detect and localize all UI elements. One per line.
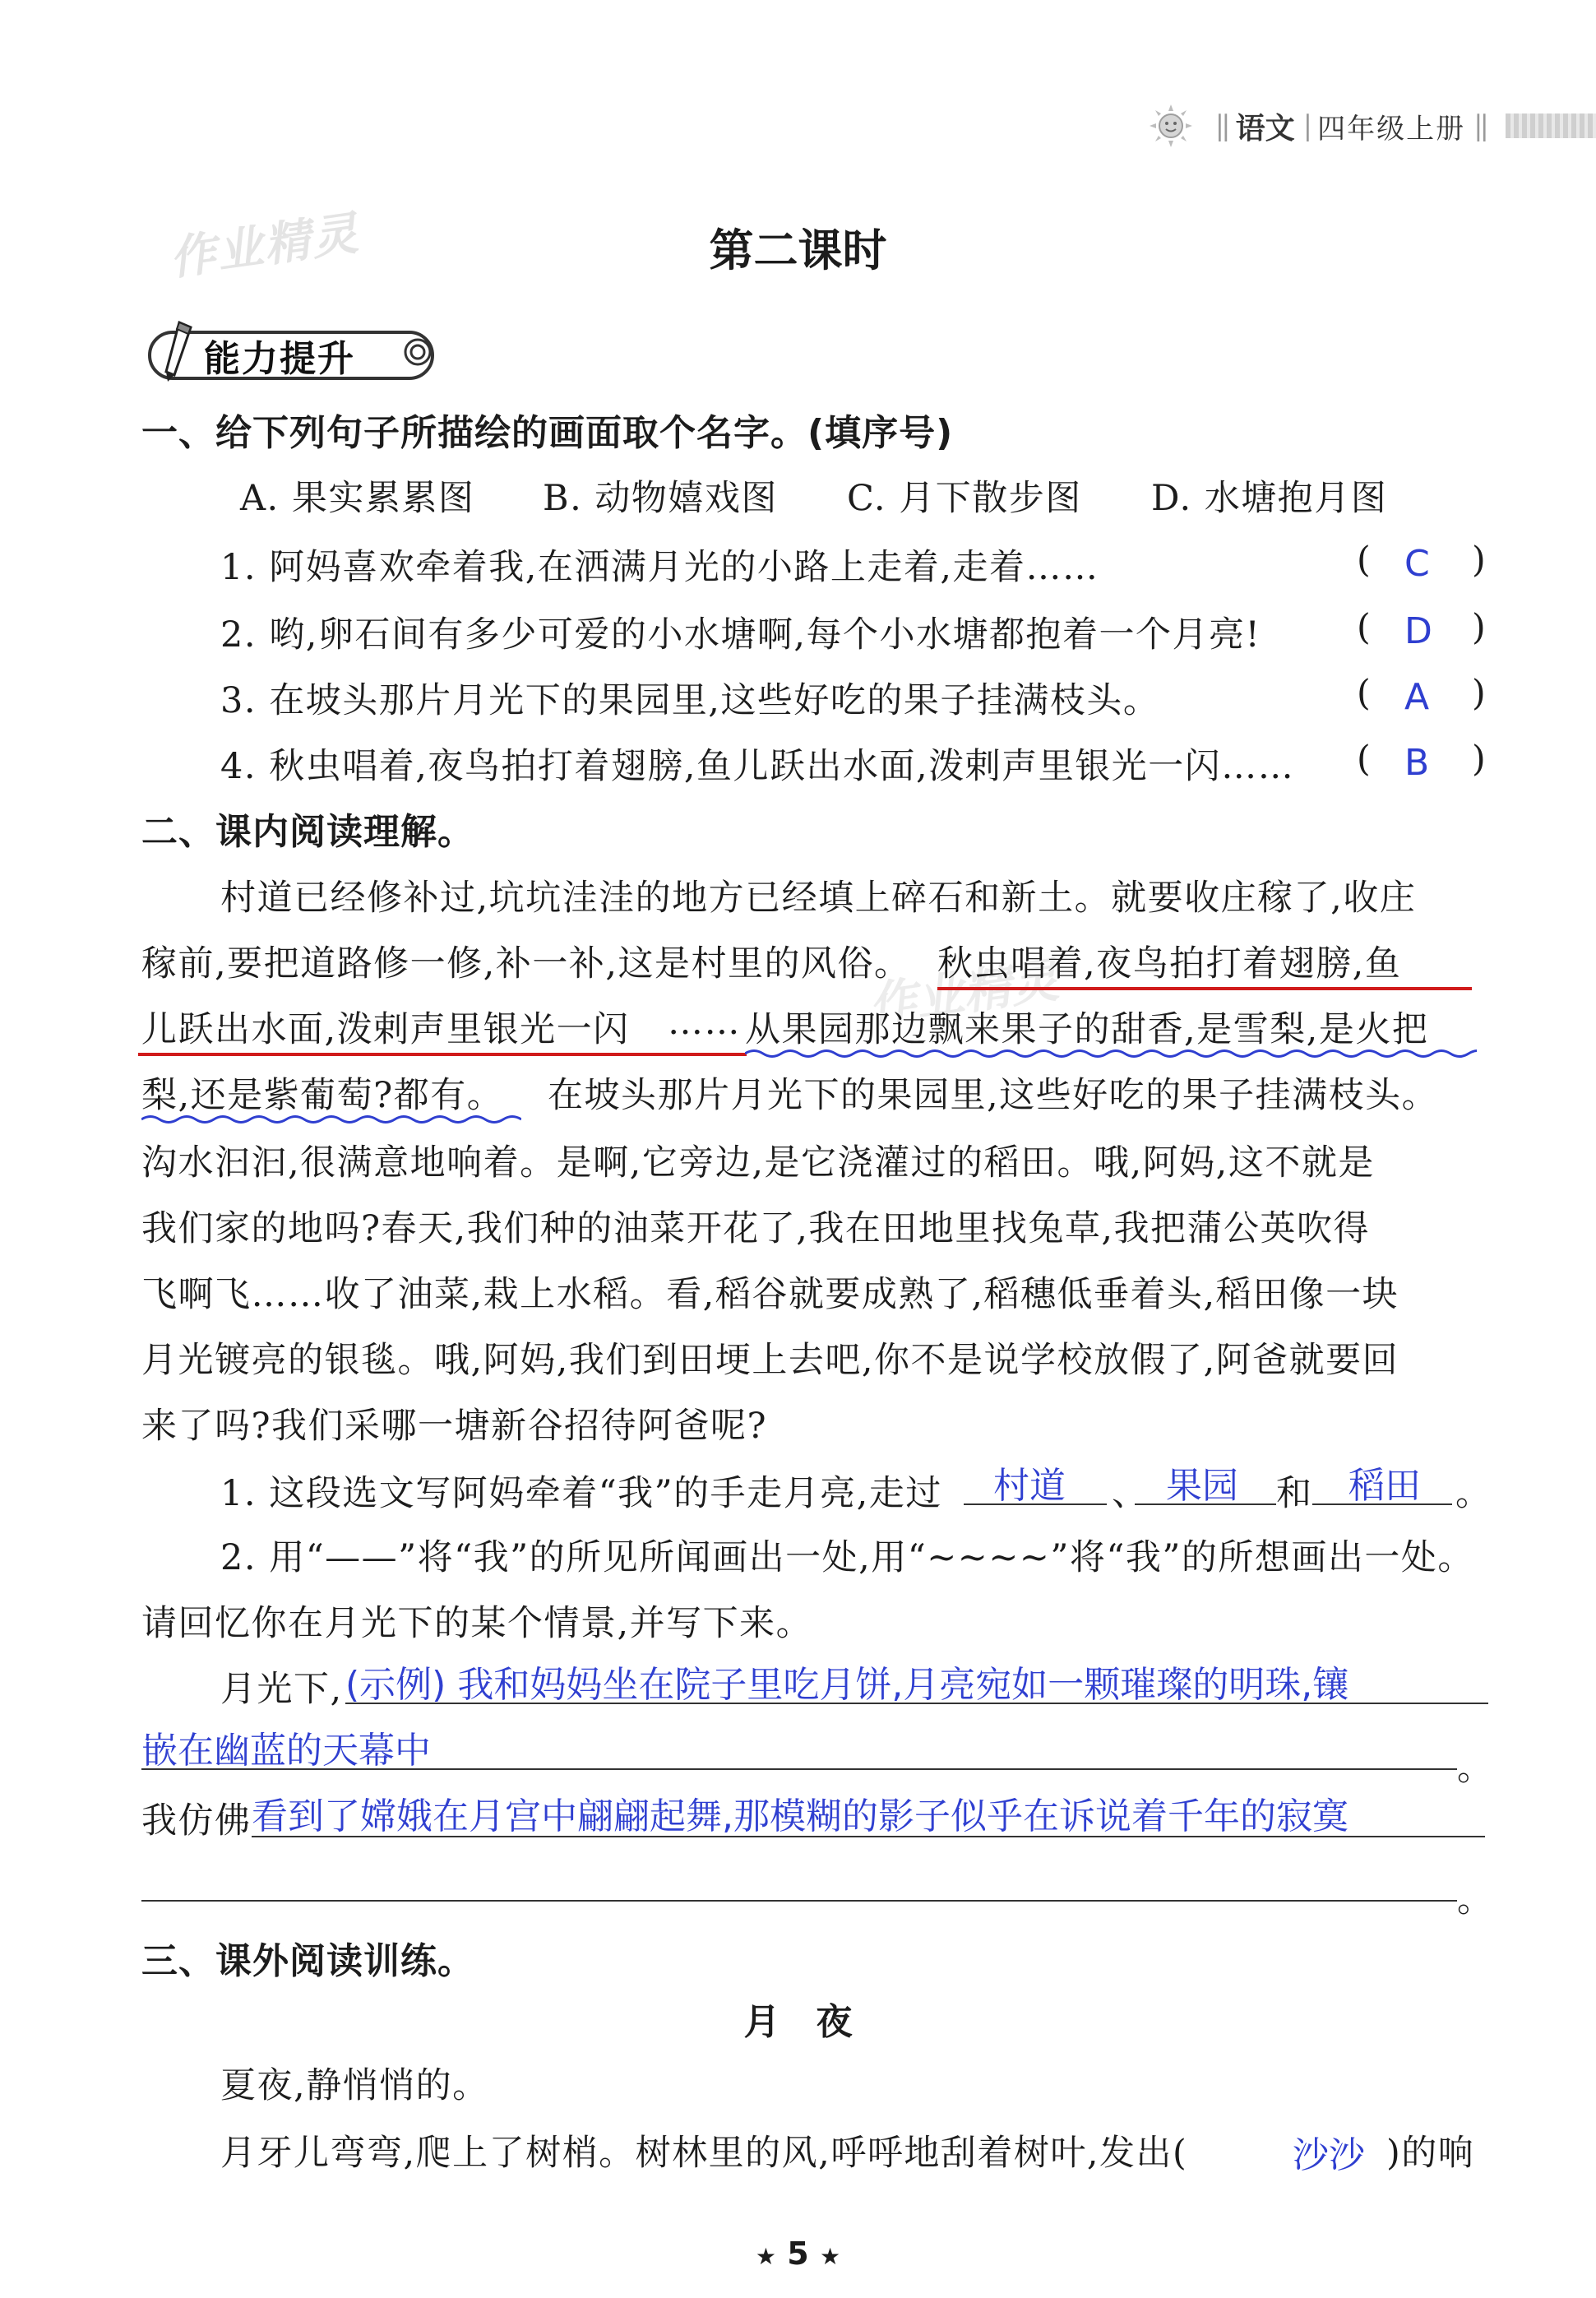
header-decoration: [1506, 114, 1596, 138]
divider: ||: [1214, 109, 1228, 142]
story-paragraph: 月牙儿弯弯,爬上了树梢。树林里的风,呼呼地刮着树叶,发出(: [220, 2133, 1188, 2174]
section-badge: [140, 319, 436, 382]
answer-village-road: 村道: [993, 1465, 1066, 1507]
question-1-2: 2. 哟,卵石间有多少可爱的小水塘啊,每个小水塘都抱着一个月亮!: [220, 614, 1261, 656]
answer-rustle: 沙沙: [1293, 2134, 1365, 2176]
option-a: A. 果实累累图: [240, 478, 475, 519]
paren-open: (: [1357, 673, 1371, 714]
section-1-title: 一、给下列句子所描绘的画面取个名字。(填序号): [141, 412, 954, 454]
passage-line: 月光镀亮的银毯。哦,阿妈,我们到田埂上去吧,你不是说学校放假了,阿爸就要回: [141, 1340, 1399, 1381]
header-grade: 四年级上册: [1317, 112, 1466, 146]
passage-line: ……: [668, 1002, 741, 1043]
ring-icon: [403, 337, 433, 367]
answer-blank: [345, 1703, 1488, 1704]
sun-icon: [1148, 103, 1194, 149]
wavy-underline: [745, 1048, 1477, 1059]
divider: |: [1302, 109, 1310, 142]
paren-open: (: [1357, 607, 1371, 648]
watermark: 作业精灵: [166, 206, 363, 286]
passage-line: 我们家的地吗?春天,我们种的油菜开花了,我在田地里找兔草,我把蒲公英吹得: [141, 1208, 1371, 1249]
paren-open: (: [1357, 540, 1371, 581]
question-2-2-cont: 请回忆你在月光下的某个情景,并写下来。: [141, 1603, 813, 1644]
passage-line: 在坡头那片月光下的果园里,这些好吃的果子挂满枝头。: [548, 1075, 1439, 1116]
wavy-underline: [141, 1114, 521, 1125]
star-icon: ★: [819, 2243, 841, 2270]
period: 。: [1457, 1748, 1494, 1789]
section-3-title: 三、课外阅读训练。: [141, 1940, 474, 1982]
period: 。: [1457, 1879, 1494, 1920]
answer-blank: [964, 1503, 1107, 1505]
paren-open: (: [1357, 739, 1371, 780]
answer-blank: [1135, 1503, 1276, 1505]
divider: ||: [1473, 109, 1486, 142]
story-paragraph: 夏夜,静悄悄的。: [220, 2065, 489, 2106]
paren-close: ): [1472, 739, 1486, 780]
page-header: [1148, 97, 1596, 155]
answer-1-3: A: [1404, 676, 1430, 718]
answer-blank: [252, 1836, 1485, 1837]
option-d: D. 水塘抱月图: [1151, 478, 1388, 519]
writing-prefix: 我仿佛: [141, 1800, 252, 1842]
watermark: 作业精灵: [865, 952, 1062, 1034]
paren-close: ): [1472, 607, 1486, 648]
separator: 、: [1112, 1473, 1149, 1514]
answer-blank: [141, 1900, 1457, 1902]
separator: 和: [1276, 1473, 1313, 1514]
period: 。: [1455, 1473, 1492, 1514]
paren-close: ): [1472, 673, 1486, 714]
star-icon: ★: [755, 2243, 777, 2270]
badge-label: 能力提升: [204, 338, 355, 380]
red-underline: [937, 987, 1472, 990]
question-1-1: 1. 阿妈喜欢牵着我,在洒满月光的小路上走着,走着……: [220, 547, 1099, 588]
passage-line-wavy: 梨,还是紫葡萄?都有。: [141, 1075, 504, 1116]
passage-line-underlined: 秋虫唱着,夜鸟拍打着翅膀,鱼: [937, 943, 1402, 985]
page-number: [0, 2235, 1596, 2272]
written-answer: (示例) 我和妈妈坐在院子里吃月饼,月亮宛如一颗璀璨的明珠,镶: [345, 1664, 1349, 1706]
question-2-1: 1. 这段选文写阿妈牵着“我”的手走月亮,走过: [220, 1473, 942, 1514]
writing-prefix: 月光下,: [220, 1669, 343, 1710]
written-answer: 嵌在幽蓝的天幕中: [141, 1730, 431, 1772]
section-2-title: 二、课内阅读理解。: [141, 811, 474, 853]
passage-line: 沟水汩汩,很满意地响着。是啊,它旁边,是它浇灌过的稻田。哦,阿妈,这不就是: [141, 1142, 1375, 1184]
question-2-2: 2. 用“——”将“我”的所见所闻画出一处,用“~~~~”将“我”的所想画出一处。: [220, 1537, 1474, 1578]
red-underline: [138, 1053, 747, 1056]
passage-line: 来了吗?我们采哪一塘新谷招待阿爸呢?: [141, 1406, 768, 1447]
pencil-icon: [155, 319, 201, 382]
header-subject: 语文: [1235, 110, 1295, 146]
answer-blank: [141, 1768, 1457, 1770]
question-1-4: 4. 秋虫唱着,夜鸟拍打着翅膀,鱼儿跃出水面,泼剌声里银光一闪……: [220, 746, 1295, 787]
written-answer: 看到了嫦娥在月宫中翩翩起舞,那模糊的影子似乎在诉说着千年的寂寞: [252, 1795, 1349, 1837]
answer-1-4: B: [1404, 742, 1430, 784]
passage-line-underlined: 儿跃出水面,泼剌声里银光一闪: [141, 1009, 630, 1050]
option-b: B. 动物嬉戏图: [543, 478, 778, 519]
story-paragraph: )的响: [1386, 2133, 1475, 2174]
page-number-value: 5: [787, 2235, 809, 2272]
passage-line: 稼前,要把道路修一修,补一补,这是村里的风俗。: [141, 943, 911, 985]
answer-orchard: 果园: [1166, 1465, 1238, 1507]
answer-1-1: C: [1404, 543, 1430, 585]
story-title: 月 夜: [743, 2001, 853, 2043]
answer-blank: [1312, 1503, 1452, 1505]
question-1-3: 3. 在坡头那片月光下的果园里,这些好吃的果子挂满枝头。: [220, 680, 1160, 721]
passage-line-wavy: 从果园那边飘来果子的甜香,是雪梨,是火把: [745, 1009, 1429, 1050]
answer-1-2: D: [1404, 610, 1432, 652]
paren-close: ): [1472, 540, 1486, 581]
answer-rice-field: 稻田: [1349, 1465, 1421, 1507]
passage-line: 村道已经修补过,坑坑洼洼的地方已经填上碎石和新土。就要收庄稼了,收庄: [220, 878, 1417, 919]
lesson-title: 第二课时: [709, 225, 887, 276]
option-c: C. 月下散步图: [847, 478, 1082, 519]
passage-line: 飞啊飞……收了油菜,栽上水稻。看,稻谷就要成熟了,稻穗低垂着头,稻田像一块: [141, 1274, 1399, 1315]
